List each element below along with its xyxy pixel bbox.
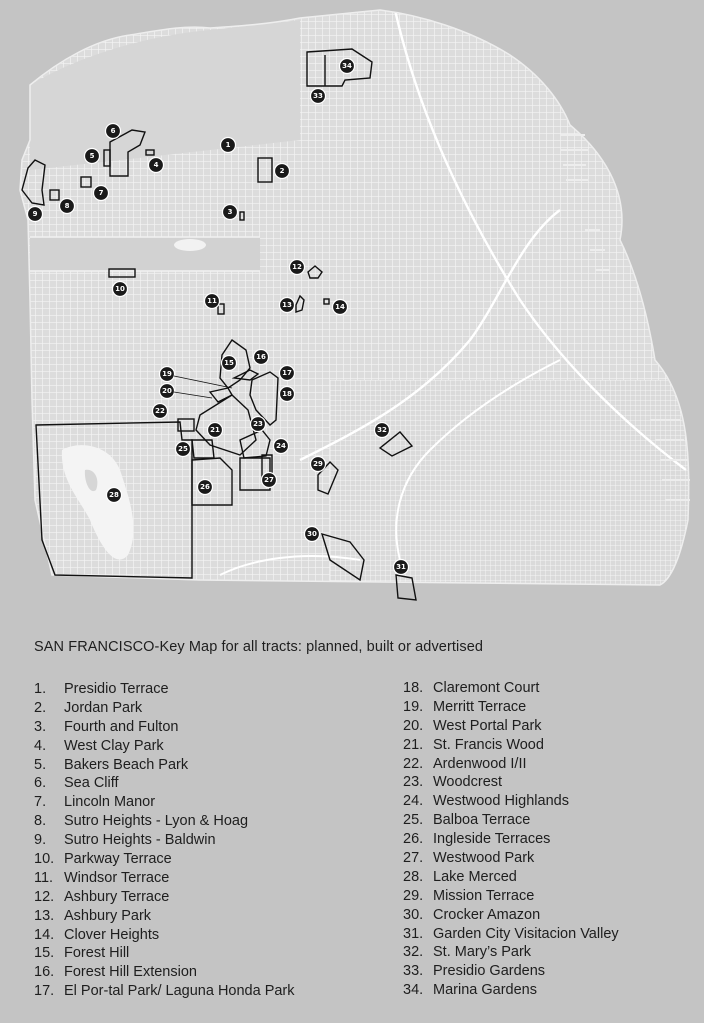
- legend-item: 11. Windsor Terrace: [34, 869, 170, 886]
- marker-23[interactable]: [251, 417, 266, 432]
- legend-item: 18. Claremont Court: [403, 680, 540, 696]
- svg-text:8: 8: [64, 202, 70, 210]
- svg-text:17: 17: [282, 369, 292, 377]
- legend-item: 33. Presidio Gardens: [403, 963, 546, 980]
- marker-3[interactable]: [223, 205, 238, 220]
- svg-text:24: 24: [276, 442, 286, 450]
- svg-text:30: 30: [307, 530, 317, 538]
- legend-item: 6. Sea Cliff: [34, 775, 119, 792]
- svg-text:14: 14: [335, 303, 345, 311]
- legend-item: 34. Marina Gardens: [403, 982, 537, 999]
- legend-item: 24. Westwood Highlands: [403, 793, 569, 810]
- svg-text:34: 34: [342, 62, 352, 70]
- legend-item: 3. Fourth and Fulton: [34, 718, 179, 735]
- legend-item: 14. Clover Heights: [34, 926, 160, 943]
- marker-20[interactable]: [160, 384, 175, 399]
- marker-5[interactable]: [85, 149, 100, 164]
- legend-item: 16. Forest Hill Extension: [34, 964, 197, 981]
- legend-item: 7. Lincoln Manor: [34, 794, 156, 811]
- marker-6[interactable]: [106, 124, 121, 139]
- marker-15[interactable]: [222, 356, 237, 371]
- svg-text:21: 21: [210, 426, 220, 434]
- marker-14[interactable]: [333, 300, 348, 315]
- legend-item: 29. Mission Terrace: [403, 887, 535, 904]
- legend-item: 1. Presidio Terrace: [34, 681, 169, 697]
- marker-21[interactable]: [208, 423, 223, 438]
- svg-text:28: 28: [109, 491, 119, 499]
- legend-item: 25. Balboa Terrace: [403, 812, 531, 829]
- legend-item: 8. Sutro Heights - Lyon & Hoag: [34, 813, 249, 830]
- marker-12[interactable]: [290, 260, 305, 275]
- svg-text:33: 33: [313, 92, 323, 100]
- svg-text:1: 1: [225, 141, 231, 149]
- legend-item: 20. West Portal Park: [403, 717, 542, 734]
- marker-32[interactable]: [375, 423, 390, 438]
- svg-text:10: 10: [115, 285, 125, 293]
- marker-29[interactable]: [311, 457, 326, 472]
- marker-18[interactable]: [280, 387, 295, 402]
- legend-item: 19. Merritt Terrace: [403, 698, 527, 715]
- marker-33[interactable]: [311, 89, 326, 104]
- svg-text:27: 27: [264, 476, 274, 484]
- svg-text:5: 5: [89, 152, 95, 160]
- marker-13[interactable]: [280, 298, 295, 313]
- svg-text:15: 15: [224, 359, 234, 367]
- legend-left-column: [34, 680, 295, 1001]
- marker-10[interactable]: [113, 282, 128, 297]
- marker-27[interactable]: [262, 473, 277, 488]
- svg-text:7: 7: [98, 189, 104, 197]
- svg-text:19: 19: [162, 370, 172, 378]
- marker-4[interactable]: [149, 158, 164, 173]
- legend-item: 32. St. Mary’s Park: [403, 944, 532, 961]
- legend-right-column: [403, 679, 619, 1000]
- legend-item: 10. Parkway Terrace: [34, 851, 172, 868]
- legend-item: 23. Woodcrest: [403, 774, 503, 791]
- marker-2[interactable]: [275, 164, 290, 179]
- legend-item: 17. El Por-tal Park/ Laguna Honda Park: [34, 983, 295, 1000]
- svg-text:3: 3: [227, 208, 233, 216]
- legend-item: 26. Ingleside Terraces: [403, 831, 551, 848]
- svg-text:13: 13: [282, 301, 292, 309]
- marker-19[interactable]: [160, 367, 175, 382]
- svg-text:18: 18: [282, 390, 292, 398]
- marker-16[interactable]: [254, 350, 269, 365]
- marker-24[interactable]: [274, 439, 289, 454]
- svg-text:25: 25: [178, 445, 188, 453]
- legend-item: 4. West Clay Park: [34, 737, 164, 754]
- svg-text:20: 20: [162, 387, 172, 395]
- marker-31[interactable]: [394, 560, 409, 575]
- svg-text:16: 16: [256, 353, 266, 361]
- legend-item: 9. Sutro Heights - Baldwin: [34, 832, 216, 849]
- marker-8[interactable]: [60, 199, 75, 214]
- marker-25[interactable]: [176, 442, 191, 457]
- map-caption: SAN FRANCISCO-Key Map for all tracts: planned, built or advertised: [34, 639, 484, 655]
- legend-item: 31. Garden City Visitacion Valley: [403, 925, 619, 942]
- svg-text:9: 9: [32, 210, 38, 218]
- svg-text:26: 26: [200, 483, 210, 491]
- svg-text:4: 4: [153, 161, 159, 169]
- legend-item: 27. Westwood Park: [403, 850, 535, 867]
- legend-item: 15. Forest Hill: [34, 945, 130, 962]
- legend-item: 30. Crocker Amazon: [403, 906, 541, 923]
- svg-text:29: 29: [313, 460, 323, 468]
- svg-text:11: 11: [207, 297, 217, 305]
- marker-7[interactable]: [94, 186, 109, 201]
- golden-gate-park: [30, 237, 260, 271]
- svg-text:6: 6: [110, 127, 116, 135]
- legend-item: 13. Ashbury Park: [34, 907, 152, 924]
- legend-item: 22. Ardenwood I/II: [403, 755, 527, 772]
- marker-9[interactable]: [28, 207, 43, 222]
- svg-text:2: 2: [279, 167, 285, 175]
- legend-item: 12. Ashbury Terrace: [34, 888, 170, 905]
- svg-text:12: 12: [292, 263, 302, 271]
- legend-item: 28. Lake Merced: [403, 868, 517, 885]
- marker-26[interactable]: [198, 480, 213, 495]
- svg-text:31: 31: [396, 563, 406, 571]
- svg-text:32: 32: [377, 426, 387, 434]
- svg-text:23: 23: [253, 420, 263, 428]
- legend-item: 5. Bakers Beach Park: [34, 756, 189, 773]
- marker-1[interactable]: [221, 138, 236, 153]
- marker-30[interactable]: [305, 527, 320, 542]
- marker-17[interactable]: [280, 366, 295, 381]
- marker-11[interactable]: [205, 294, 220, 309]
- marker-22[interactable]: [153, 404, 168, 419]
- marker-28[interactable]: [107, 488, 122, 503]
- legend-item: 2. Jordan Park: [34, 699, 143, 716]
- marker-34[interactable]: [340, 59, 355, 74]
- svg-text:22: 22: [155, 407, 165, 415]
- legend-item: 21. St. Francis Wood: [403, 736, 544, 753]
